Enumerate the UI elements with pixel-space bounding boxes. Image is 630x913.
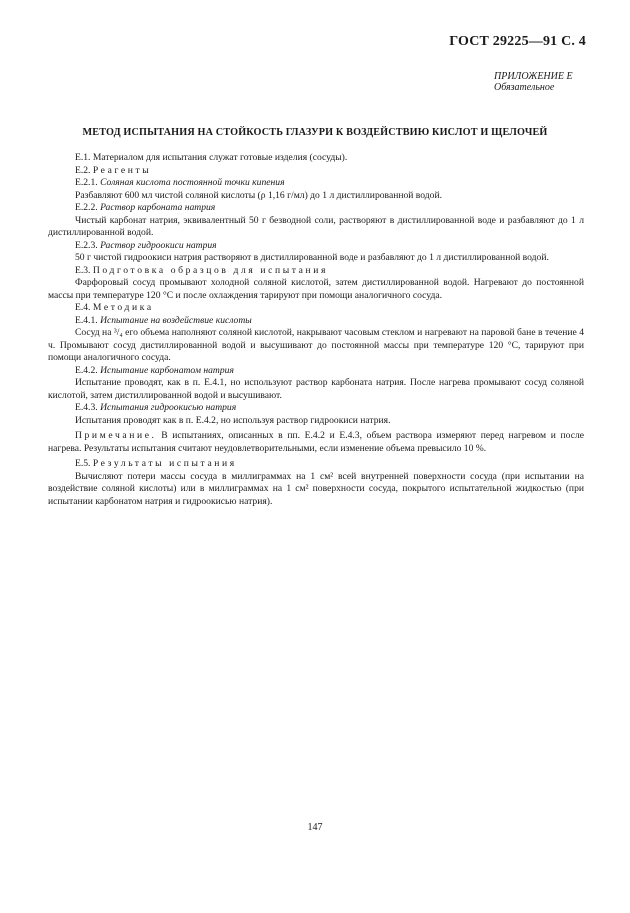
- section-e41-heading: Е.4.1. Испытание на воздействие кислоты: [75, 314, 252, 326]
- section-e2-heading: Е.2. Реагенты: [75, 164, 152, 176]
- section-e22-heading: Е.2.2. Раствор карбоната натрия: [75, 202, 216, 213]
- section-e23-heading: Е.2.3. Раствор гидроокиси натрия: [75, 239, 217, 251]
- note-label: Примечание.: [75, 430, 157, 441]
- appendix-label: ПРИЛОЖЕНИЕ Е: [494, 71, 573, 82]
- section-e22-title: Раствор карбоната натрия: [100, 202, 216, 213]
- section-e5-heading: Е.5. Результаты испытания: [75, 458, 237, 469]
- section-e43-heading: Е.4.3. Испытания гидроокисью натрия: [75, 402, 237, 413]
- section-e43-title: Испытания гидроокисью натрия: [100, 402, 237, 413]
- section-e4-heading: Е.4. Методика: [75, 302, 154, 313]
- appendix-label-block: [494, 71, 573, 93]
- section-e4-title: Методика: [92, 302, 154, 313]
- section-e3-title: Подготовка образцов для испытания: [92, 264, 329, 276]
- section-e41-title: Испытание на воздействие кислоты: [100, 314, 252, 326]
- section-e22-text: Чистый карбонат натрия, эквивалентный 50 г безводной соли, растворяют в дистиллированной воде и разбавляют до 1 л дистиллированной водой.: [48, 214, 584, 238]
- section-e42-text: Испытание проводят, как в п. Е.4.1, но используют раствор карбоната натрия. После нагрева промывают сосуд соляной кислотой, затем дистиллированной водой и высушивают.: [48, 377, 584, 401]
- note-text: В испытаниях, описанных в пп. Е.4.2 и Е.4.3, объем раствора измеряют перед нагревом и после нагрева. Результаты испытания считают неудовлетворительными, если изменение объема превысило 10 %.: [48, 430, 584, 454]
- section-e5-text: Вычисляют потери массы сосуда в миллиграммах на 1 см² всей внутренней поверхности сосуда (при испытании на воздействие соляной кислоты) или в миллиграммах на 1 см² поверхности сосуда, покрытого испытательной жидкостью (при испытании карбонатом натрия и гидроокисью натрия).: [48, 470, 584, 507]
- section-e3-text: Фарфоровый сосуд промывают холодной соляной кислотой, затем дистиллированной водой. Нагревают до постоянной массы при температуре 120 °С и после охлаждения тарируют при помощи аналогичного сосуда.: [48, 277, 584, 301]
- standard-code-header: ГОСТ 29225—91 С. 4: [449, 34, 586, 49]
- document-title: МЕТОД ИСПЫТАНИЯ НА СТОЙКОСТЬ ГЛАЗУРИ К ВОЗДЕЙСТВИЮ КИСЛОТ И ЩЕЛОЧЕЙ: [82, 127, 548, 138]
- section-e42-heading: Е.4.2. Испытание карбонатом натрия: [75, 364, 234, 376]
- section-e5-title: Результаты испытания: [92, 458, 237, 469]
- section-e1: Е.1. Материалом для испытания служат готовые изделия (сосуды).: [75, 152, 348, 163]
- section-e3-heading: Е.3. Подготовка образцов для испытания: [75, 264, 329, 276]
- document-body: [48, 152, 584, 508]
- section-e21-title: Соляная кислота постоянной точки кипения: [100, 177, 285, 188]
- section-e2-title: Реагенты: [92, 164, 152, 176]
- section-e23-title: Раствор гидроокиси натрия: [100, 239, 217, 251]
- section-e23-text: 50 г чистой гидроокиси натрия растворяют в дистиллированной воде и разбавляют до 1 л дистиллированной водой.: [75, 252, 549, 263]
- section-e42-title: Испытание карбонатом натрия: [100, 364, 234, 376]
- note-paragraph: [48, 430, 584, 455]
- appendix-status: Обязательное: [494, 82, 555, 93]
- section-e41-text: Сосуд на ³/₄ его объема наполняют соляной кислотой, накрывают часовым стеклом и нагревают на паровой бане в течение 4 ч. Промывают сосуд дистиллированной водой и высушивают до постоянной массы при температуре 120 °С, тарируют при помощи аналогичного сосуда.: [48, 327, 584, 363]
- section-e21-heading: Е.2.1. Соляная кислота постоянной точки кипения: [75, 177, 285, 188]
- section-e21-text: Разбавляют 600 мл чистой соляной кислоты (ρ 1,16 г/мл) до 1 л дистиллированной водой.: [75, 189, 442, 201]
- section-e43-text: Испытания проводят как в п. Е.4.2, но используя раствор гидроокиси натрия.: [75, 414, 391, 426]
- page-number: 147: [307, 822, 323, 833]
